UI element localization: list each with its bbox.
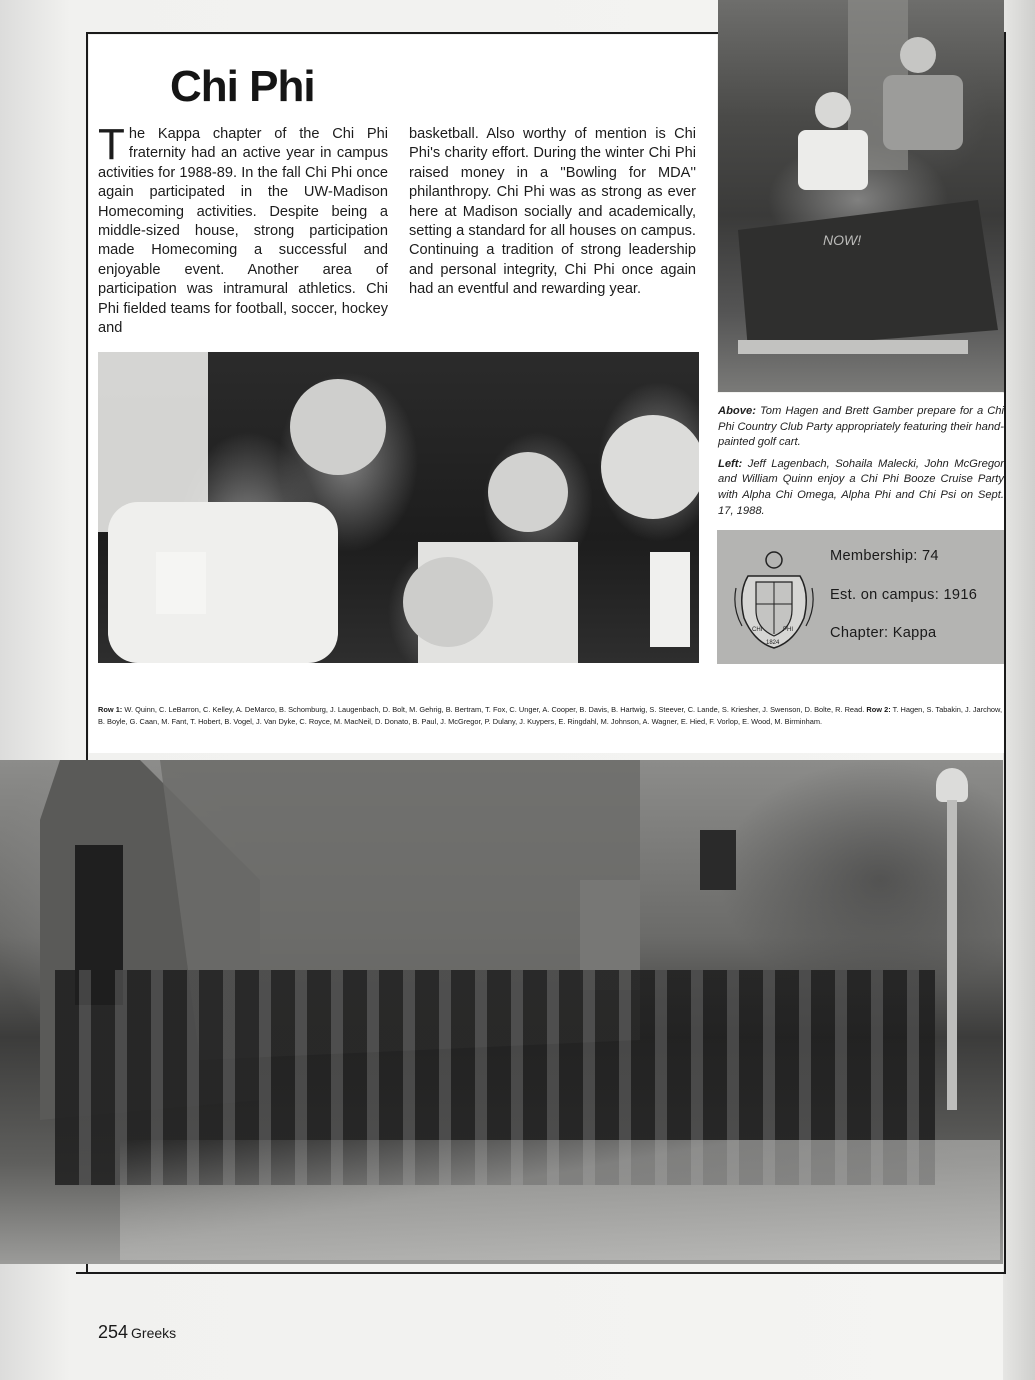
street-lamp-icon xyxy=(936,768,968,802)
caption-left-text: Jeff Lagenbach, Sohaila Malecki, John McGregor and William Quinn enjoy a Chi Phi Booze Cruise Party with Alpha Chi Omega, Alpha Phi and Chi Psi on Sept. 17, 1988. xyxy=(718,457,1004,517)
chapter-name: Chapter: Kappa xyxy=(830,625,937,641)
group-photo-roster xyxy=(98,704,1002,729)
drop-cap: T xyxy=(98,120,125,169)
caption-left xyxy=(718,457,1004,519)
article-title: Chi Phi xyxy=(170,62,315,111)
sidewalk xyxy=(120,1140,1000,1260)
caption-above-text: Tom Hagen and Brett Gamber prepare for a Chi Phi Country Club Party appropriately featuring their hand-painted golf cart. xyxy=(718,405,1005,449)
golf-cart-photo xyxy=(718,0,1004,392)
established-year: Est. on campus: 1916 xyxy=(830,587,978,603)
caption-above xyxy=(718,404,1004,451)
cart-sign-text: NOW! xyxy=(823,232,862,248)
frame-bottom-rule xyxy=(76,1272,1006,1274)
crest-text-chi: CHI xyxy=(752,627,763,633)
article-column-left xyxy=(98,120,388,338)
row2-label: Row 2: xyxy=(866,705,891,714)
crest-text-phi: PHI xyxy=(783,627,794,633)
photo-captions xyxy=(718,404,1004,525)
row1-names: W. Quinn, C. LeBarron, C. Kelley, A. DeMarco, B. Schomburg, J. Laugenbach, D. Bolt, M. Gehrig, B. Bertram, T. Fox, C. Unger, A. Cooper, B. Davis, B. Hartwig, S. Steever, C. Lande, S. Kriesher, J. Swenson, D. Bolte, R. Read. xyxy=(124,705,865,714)
caption-above-lead: Above: xyxy=(718,405,756,417)
membership-count: Membership: 74 xyxy=(830,548,939,564)
page-edge xyxy=(1003,0,1035,1380)
section-name: Greeks xyxy=(131,1325,177,1341)
party-photo xyxy=(98,352,699,663)
row2-names: T. Hagen, S. Tabakin, J. Jarchow, B. Boyle, G. Caan, M. Fant, T. Hobert, B. Vogel, J. Van Dyke, C. Royce, M. MacNeil, D. Donato, B. Paul, J. McGregor, P. Dulany, J. Kuypers, E. Ringdahl, M. Johnson, A. Wagner, E. Hied, F. Vorlop, E. Wood, M. Birminham. xyxy=(98,705,1003,727)
page-footer xyxy=(98,1322,176,1343)
article-text-left: he Kappa chapter of the Chi Phi fraternity had an active year in campus activities for 1988-89. In the fall Chi Phi once again participated in the UW-Madison Homecoming activities. Despite being a middle-sized house, strong participation made Homecoming a successful and enjoyable event. Another area of participation was intramural athletics. Chi Phi fielded teams for football, soccer, hockey and xyxy=(98,126,388,337)
lamp-post xyxy=(947,800,957,1110)
row1-label: Row 1: xyxy=(98,705,123,714)
article-column-right: basketball. Also worthy of mention is Chi Phi's charity effort. During the winter Chi Phi raised money in a ''Bowling for MDA'' philanthropy. Chi Phi was as strong as ever here at Madison socially and academically, setting a standard for all houses on campus. Continuing a tradition of strong leadership and personal integrity, Chi Phi once again had an eventful and rewarding year. xyxy=(409,126,696,298)
crest-text-year: 1824 xyxy=(766,640,780,646)
fraternity-crest-icon xyxy=(734,548,814,652)
caption-left-lead: Left: xyxy=(718,457,743,470)
page-number: 254 xyxy=(98,1322,129,1342)
